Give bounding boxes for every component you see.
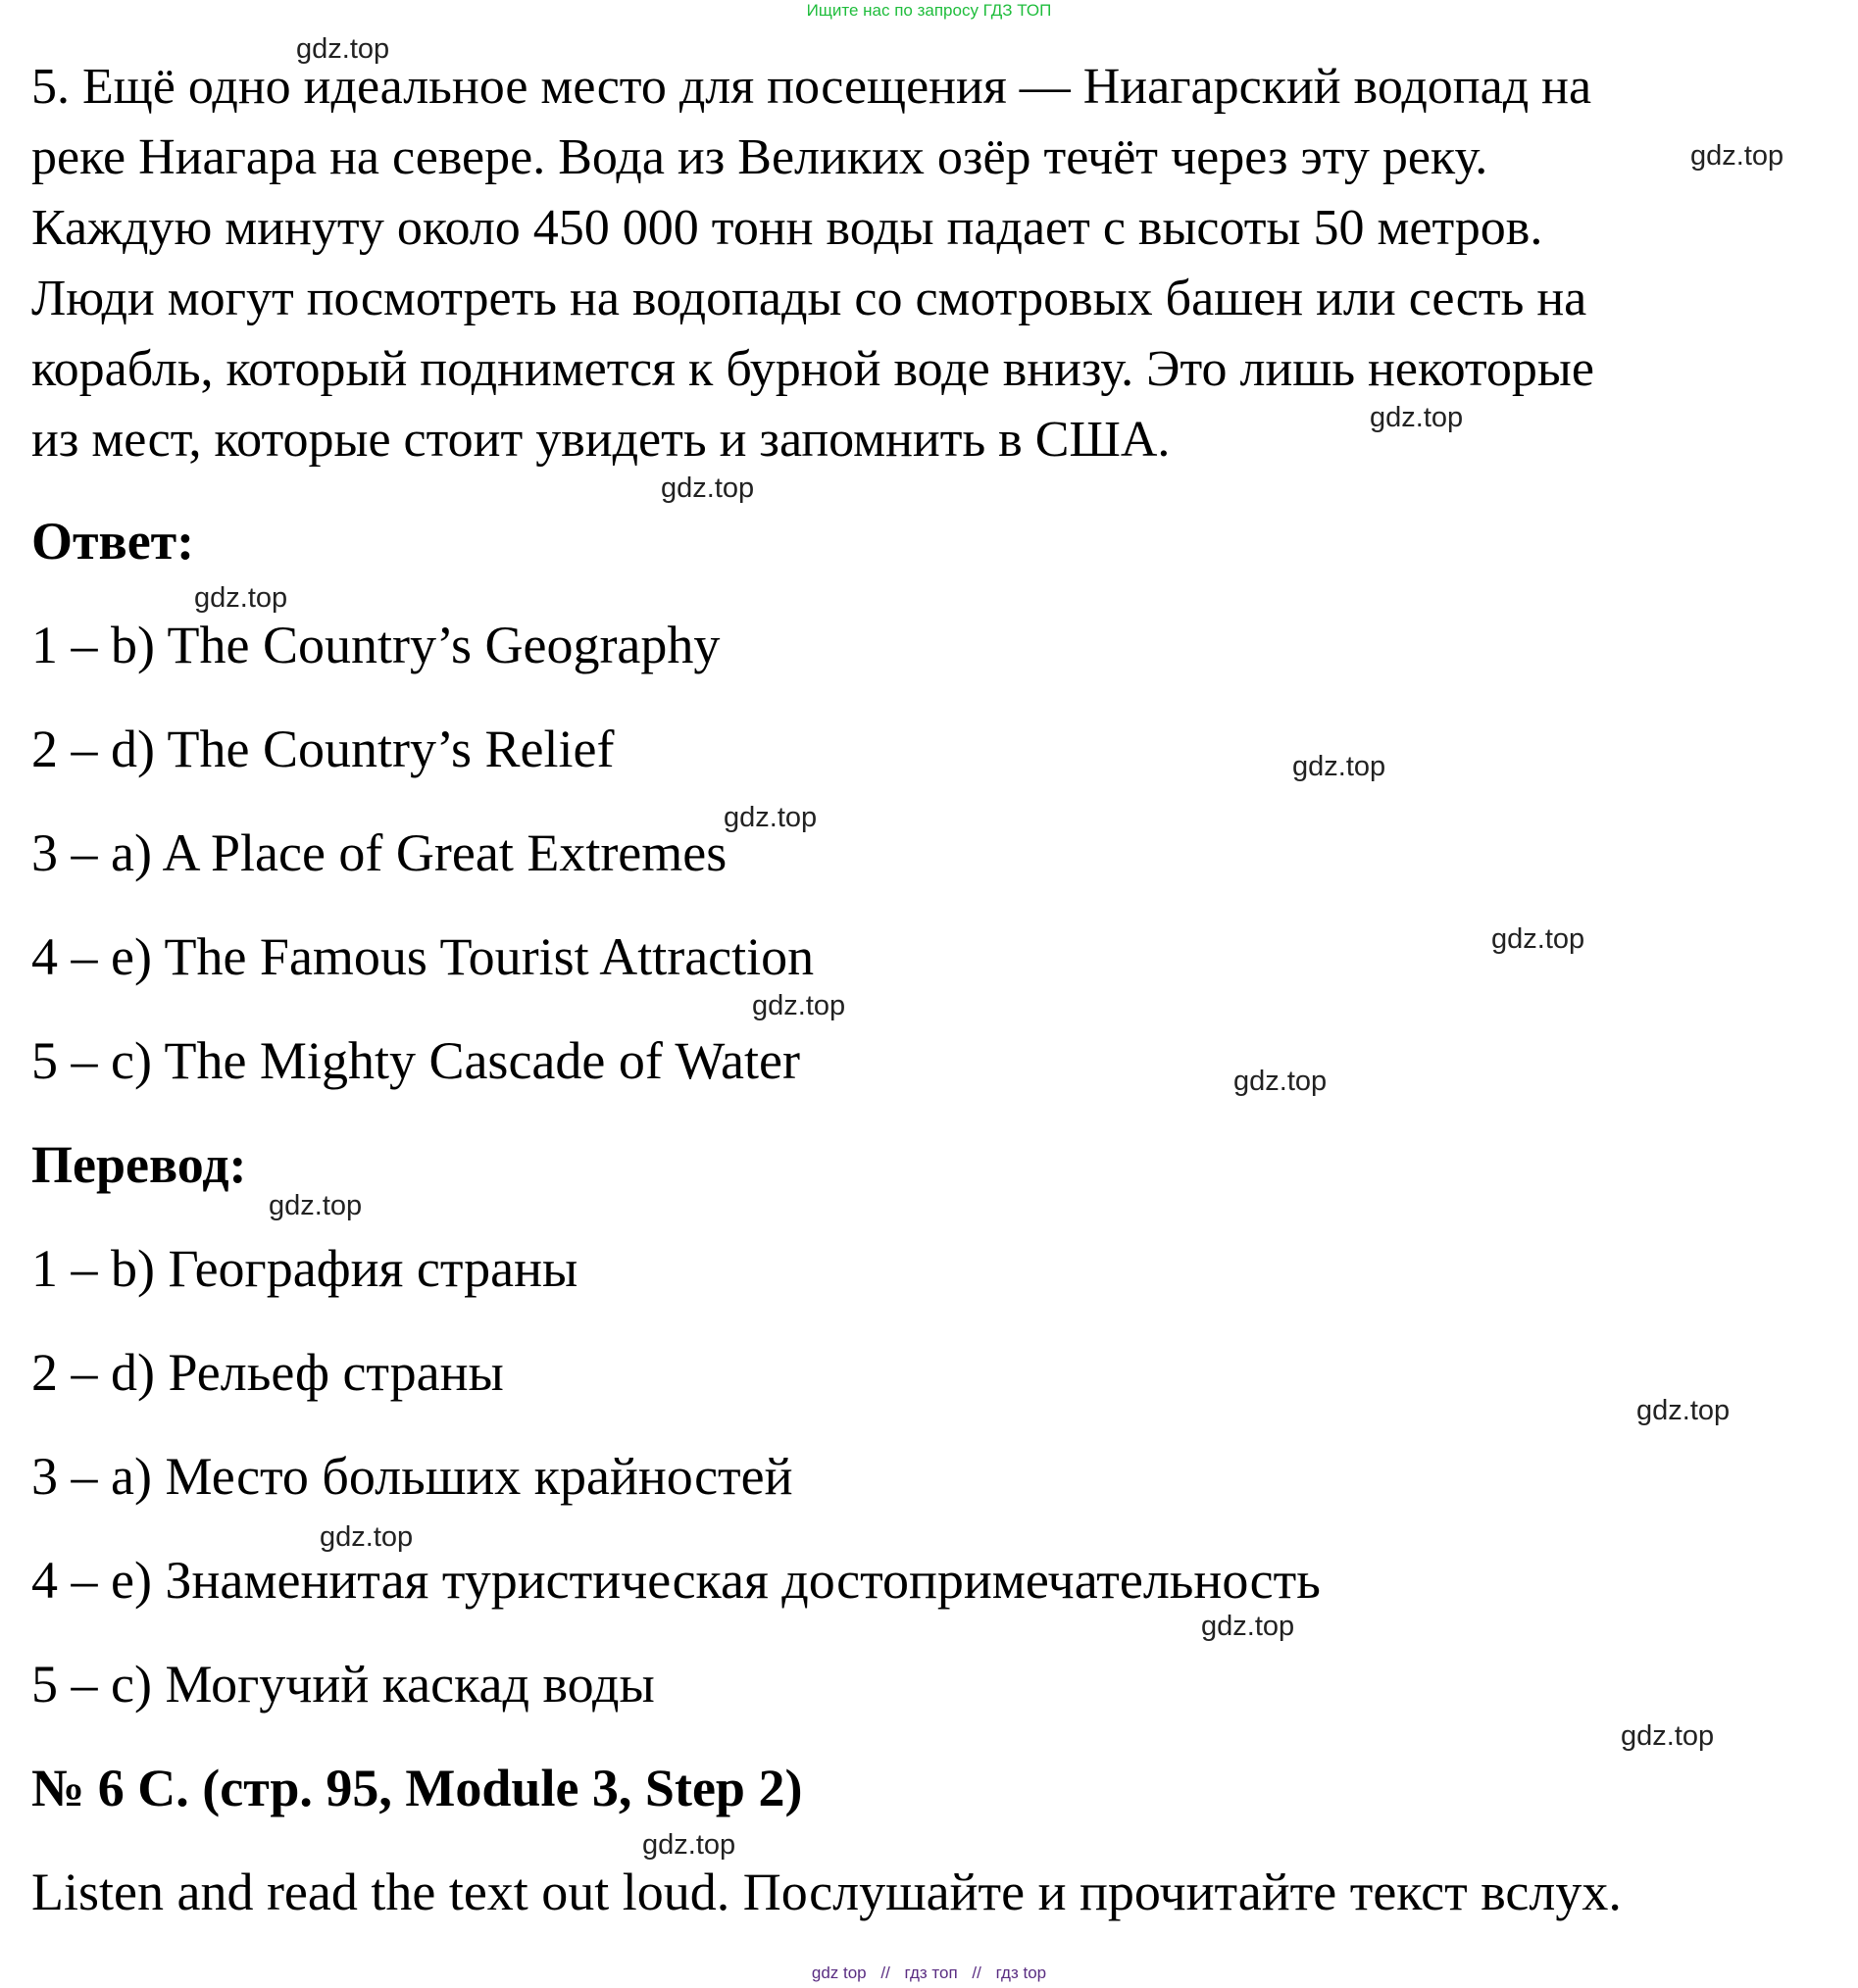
paragraph-line: Каждую минуту около 450 000 тонн воды падает с высоты 50 метров. bbox=[31, 200, 1543, 256]
footer-links bbox=[0, 1963, 1858, 1984]
translation-item: 5 – c) Могучий каскад воды bbox=[31, 1655, 655, 1714]
watermark: gdz.top bbox=[724, 802, 818, 833]
translation-item: 3 – a) Место больших крайностей bbox=[31, 1447, 793, 1506]
paragraph-line: корабль, который поднимется к бурной воде внизу. Это лишь некоторые bbox=[31, 341, 1594, 397]
watermark: gdz.top bbox=[1636, 1395, 1731, 1426]
task-instruction: Listen and read the text out loud. Послушайте и прочитайте текст вслух. bbox=[31, 1863, 1622, 1921]
answer-item: 1 – b) The Country’s Geography bbox=[31, 616, 721, 674]
watermark: gdz.top bbox=[194, 582, 288, 614]
watermark: gdz.top bbox=[1233, 1066, 1328, 1097]
answer-item: 5 – c) The Mighty Cascade of Water bbox=[31, 1031, 800, 1090]
watermark: gdz.top bbox=[1292, 751, 1386, 782]
watermark: gdz.top bbox=[320, 1521, 414, 1553]
translation-heading: Перевод: bbox=[31, 1135, 247, 1194]
watermark: gdz.top bbox=[1201, 1611, 1295, 1642]
watermark: gdz.top bbox=[661, 472, 755, 504]
paragraph-line: 5. Ещё одно идеальное место для посещения — Ниагарский водопад на bbox=[31, 59, 1592, 115]
paragraph-line: реке Ниагара на севере. Вода из Великих озёр течёт через эту реку. bbox=[31, 129, 1488, 185]
watermark: gdz.top bbox=[642, 1829, 736, 1861]
task-heading: № 6 C. (стр. 95, Module 3, Step 2) bbox=[31, 1759, 803, 1817]
watermark: gdz.top bbox=[296, 33, 390, 65]
watermark: gdz.top bbox=[1491, 923, 1585, 955]
footer-separator: // bbox=[972, 1963, 981, 1982]
watermark: gdz.top bbox=[752, 990, 846, 1021]
watermark: gdz.top bbox=[1370, 402, 1464, 433]
answer-item: 2 – d) The Country’s Relief bbox=[31, 720, 615, 778]
exercise-paragraph bbox=[31, 52, 1845, 475]
footer-link[interactable]: гдз топ bbox=[904, 1963, 958, 1982]
footer-link[interactable]: gdz top bbox=[811, 1963, 867, 1982]
watermark: gdz.top bbox=[1621, 1720, 1715, 1752]
paragraph-line: из мест, которые стоит увидеть и запомнить в США. bbox=[31, 412, 1171, 468]
answer-item: 4 – e) The Famous Tourist Attraction bbox=[31, 927, 815, 986]
footer-separator: // bbox=[880, 1963, 890, 1982]
footer-link[interactable]: гдз top bbox=[995, 1963, 1047, 1982]
translation-item: 2 – d) Рельеф страны bbox=[31, 1343, 504, 1402]
answer-item: 3 – a) A Place of Great Extremes bbox=[31, 823, 728, 882]
translation-item: 4 – e) Знаменитая туристическая достопримечательность bbox=[31, 1551, 1321, 1610]
watermark: gdz.top bbox=[269, 1190, 363, 1221]
answer-heading: Ответ: bbox=[31, 512, 195, 571]
search-banner: Ищите нас по запросу ГДЗ ТОП bbox=[806, 1, 1052, 20]
watermark: gdz.top bbox=[1690, 140, 1784, 172]
paragraph-line: Люди могут посмотреть на водопады со смотровых башен или сесть на bbox=[31, 271, 1587, 326]
translation-item: 1 – b) География страны bbox=[31, 1239, 578, 1298]
